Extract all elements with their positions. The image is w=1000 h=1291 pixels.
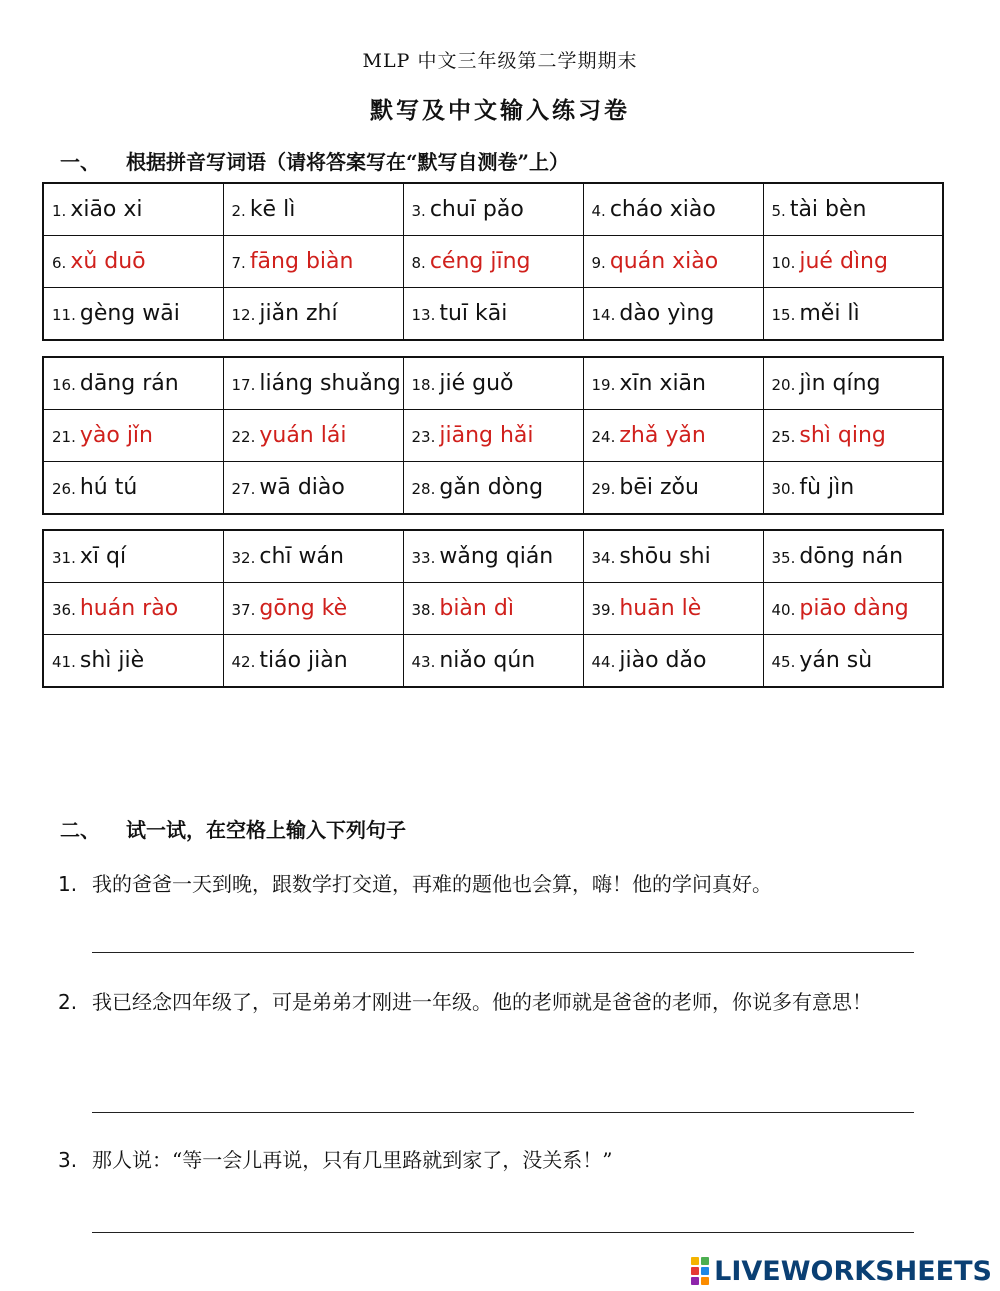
sentence-text: 那人说：“等一会儿再说，只有几里路就到家了，没关系！”: [92, 1148, 613, 1172]
item-number: 40.: [771, 601, 796, 619]
pinyin-cell: [763, 183, 943, 236]
pinyin-text: zhǎ yǎn: [619, 423, 706, 448]
pinyin-cell: [403, 530, 583, 583]
pinyin-cell: [583, 288, 763, 341]
pinyin-text: shì qing: [799, 423, 886, 448]
pinyin-cell: [403, 635, 583, 688]
table-row: [43, 462, 943, 515]
item-number: 41.: [52, 653, 76, 671]
pinyin-text: quán xiào: [609, 249, 719, 274]
pinyin-cell: [403, 410, 583, 462]
pinyin-cell: [43, 183, 223, 236]
sentence-number: 3.: [58, 1148, 78, 1172]
logo-text: LIVEWORKSHEETS: [714, 1255, 992, 1287]
pinyin-table-2: [42, 356, 944, 515]
item-number: 10.: [771, 254, 796, 272]
sentence-1: [58, 864, 938, 904]
pinyin-table-3: [42, 529, 944, 688]
pinyin-cell: [223, 530, 403, 583]
item-number: 1.: [52, 202, 67, 220]
table-row: [43, 357, 943, 410]
pinyin-cell: [43, 583, 223, 635]
pinyin-cell: [403, 236, 583, 288]
item-number: 34.: [591, 549, 616, 567]
item-number: 30.: [771, 480, 796, 498]
section1-heading: [60, 146, 569, 175]
pinyin-text: liáng shuǎng: [259, 371, 401, 396]
item-number: 6.: [52, 254, 67, 272]
item-number: 45.: [771, 653, 796, 671]
pinyin-cell: [223, 357, 403, 410]
pinyin-text: jiāng hǎi: [439, 423, 534, 448]
item-number: 8.: [411, 254, 426, 272]
pinyin-text: huán rào: [79, 596, 179, 621]
pinyin-cell: [763, 236, 943, 288]
sentence-3: [58, 1140, 938, 1180]
section1-title: 根据拼音写词语（请将答案写在“默写自测卷”上）: [126, 150, 570, 174]
item-number: 23.: [411, 428, 436, 446]
item-number: 21.: [52, 428, 76, 446]
pinyin-cell: [43, 288, 223, 341]
pinyin-text: xī qí: [79, 544, 127, 569]
pinyin-text: yào jǐn: [79, 423, 153, 448]
pinyin-cell: [43, 462, 223, 515]
pinyin-text: xǔ duō: [70, 249, 146, 274]
pinyin-text: jiào dǎo: [619, 648, 707, 673]
pinyin-cell: [43, 357, 223, 410]
item-number: 3.: [411, 202, 426, 220]
pinyin-cell: [583, 183, 763, 236]
answer-input-1[interactable]: [92, 926, 914, 953]
pinyin-cell: [223, 583, 403, 635]
pinyin-cell: [43, 635, 223, 688]
pinyin-cell: [583, 583, 763, 635]
item-number: 22.: [231, 428, 256, 446]
item-number: 15.: [771, 306, 796, 324]
table-row: [43, 635, 943, 688]
item-number: 25.: [771, 428, 796, 446]
table-row: [43, 183, 943, 236]
pinyin-cell: [43, 410, 223, 462]
pinyin-cell: [223, 288, 403, 341]
item-number: 5.: [771, 202, 786, 220]
item-number: 35.: [771, 549, 796, 567]
item-number: 20.: [771, 376, 796, 394]
answer-input-3[interactable]: [92, 1206, 914, 1233]
pinyin-text: gǎn dòng: [439, 475, 544, 500]
pinyin-cell: [403, 462, 583, 515]
item-number: 2.: [231, 202, 246, 220]
pinyin-text: xiāo xi: [70, 197, 143, 222]
pinyin-cell: [583, 530, 763, 583]
pinyin-cell: [763, 583, 943, 635]
pinyin-text: chī wán: [259, 544, 344, 569]
sentence-2: [58, 982, 938, 1022]
pinyin-cell: [403, 583, 583, 635]
item-number: 33.: [411, 549, 436, 567]
table-row: [43, 236, 943, 288]
pinyin-text: měi lì: [799, 301, 860, 326]
item-number: 26.: [52, 480, 76, 498]
pinyin-text: gèng wāi: [79, 301, 180, 326]
item-number: 18.: [411, 376, 436, 394]
pinyin-text: xīn xiān: [619, 371, 706, 396]
section2-number: 二、: [60, 818, 100, 842]
section2-heading: [60, 814, 406, 843]
item-number: 39.: [591, 601, 616, 619]
pinyin-text: shì jiè: [79, 648, 145, 673]
item-number: 27.: [231, 480, 256, 498]
pinyin-text: jìn qíng: [799, 371, 881, 396]
pinyin-text: piāo dàng: [799, 596, 909, 621]
pinyin-text: tiáo jiàn: [259, 648, 348, 673]
pinyin-text: tuī kāi: [439, 301, 508, 326]
pinyin-text: jué dìng: [799, 249, 888, 274]
pinyin-cell: [583, 236, 763, 288]
item-number: 17.: [231, 376, 256, 394]
item-number: 38.: [411, 601, 436, 619]
item-number: 16.: [52, 376, 76, 394]
pinyin-table-1: [42, 182, 944, 341]
pinyin-cell: [223, 462, 403, 515]
pinyin-text: fù jìn: [799, 475, 855, 500]
worksheet-title: 默写及中文输入练习卷: [370, 97, 630, 124]
pinyin-cell: [763, 635, 943, 688]
pinyin-text: dōng nán: [799, 544, 904, 569]
section2-title: 试一试，在空格上输入下列句子: [126, 818, 406, 842]
item-number: 11.: [52, 306, 76, 324]
item-number: 31.: [52, 549, 76, 567]
item-number: 24.: [591, 428, 616, 446]
liveworksheets-logo-icon: [691, 1257, 709, 1285]
table-row: [43, 583, 943, 635]
pinyin-text: biàn dì: [439, 596, 514, 621]
pinyin-cell: [223, 635, 403, 688]
pinyin-text: hú tú: [79, 475, 138, 500]
pinyin-text: niǎo qún: [439, 648, 536, 673]
item-number: 9.: [591, 254, 606, 272]
pinyin-text: jié guǒ: [439, 371, 514, 396]
item-number: 19.: [591, 376, 616, 394]
course-title: MLP 中文三年级第二学期期末: [362, 50, 638, 72]
pinyin-text: huān lè: [619, 596, 702, 621]
table-row: [43, 410, 943, 462]
pinyin-cell: [763, 410, 943, 462]
pinyin-text: dāng rán: [79, 371, 179, 396]
item-number: 29.: [591, 480, 616, 498]
liveworksheets-logo[interactable]: [691, 1254, 992, 1288]
pinyin-cell: [43, 530, 223, 583]
pinyin-text: bēi zǒu: [619, 475, 699, 500]
item-number: 12.: [231, 306, 256, 324]
table-row: [43, 530, 943, 583]
item-number: 13.: [411, 306, 436, 324]
item-number: 37.: [231, 601, 256, 619]
pinyin-cell: [223, 236, 403, 288]
pinyin-cell: [403, 183, 583, 236]
pinyin-text: shōu shi: [619, 544, 711, 569]
sentence-number: 1.: [58, 872, 78, 896]
item-number: 43.: [411, 653, 436, 671]
pinyin-text: wā diào: [259, 475, 345, 500]
pinyin-text: chuī pǎo: [429, 197, 524, 222]
pinyin-text: yán sù: [799, 648, 873, 673]
answer-input-2[interactable]: [92, 1086, 914, 1113]
pinyin-cell: [583, 635, 763, 688]
pinyin-cell: [43, 236, 223, 288]
item-number: 32.: [231, 549, 256, 567]
pinyin-text: cháo xiào: [609, 197, 716, 222]
pinyin-text: gōng kè: [259, 596, 348, 621]
pinyin-text: fāng biàn: [249, 249, 354, 274]
item-number: 28.: [411, 480, 436, 498]
pinyin-text: jiǎn zhí: [259, 301, 338, 326]
pinyin-text: kē lì: [249, 197, 296, 222]
pinyin-cell: [223, 410, 403, 462]
pinyin-cell: [583, 357, 763, 410]
pinyin-cell: [403, 357, 583, 410]
item-number: 36.: [52, 601, 76, 619]
pinyin-cell: [763, 357, 943, 410]
pinyin-cell: [583, 410, 763, 462]
pinyin-text: wǎng qián: [439, 544, 554, 569]
pinyin-cell: [763, 530, 943, 583]
item-number: 4.: [591, 202, 606, 220]
pinyin-text: dào yìng: [619, 301, 715, 326]
section1-number: 一、: [60, 150, 100, 174]
pinyin-text: tài bèn: [789, 197, 867, 222]
pinyin-cell: [583, 462, 763, 515]
sentence-text: 我已经念四年级了，可是弟弟才刚进一年级。他的老师就是爸爸的老师，你说多有意思！: [92, 990, 872, 1014]
pinyin-text: yuán lái: [259, 423, 347, 448]
sentence-text: 我的爸爸一天到晚，跟数学打交道，再难的题他也会算，嗨！他的学问真好。: [92, 872, 772, 896]
pinyin-cell: [223, 183, 403, 236]
pinyin-text: céng jīng: [429, 249, 531, 274]
pinyin-cell: [763, 288, 943, 341]
item-number: 7.: [231, 254, 246, 272]
item-number: 14.: [591, 306, 616, 324]
sentence-number: 2.: [58, 990, 78, 1014]
pinyin-cell: [763, 462, 943, 515]
item-number: 44.: [591, 653, 616, 671]
pinyin-cell: [403, 288, 583, 341]
item-number: 42.: [231, 653, 256, 671]
table-row: [43, 288, 943, 341]
